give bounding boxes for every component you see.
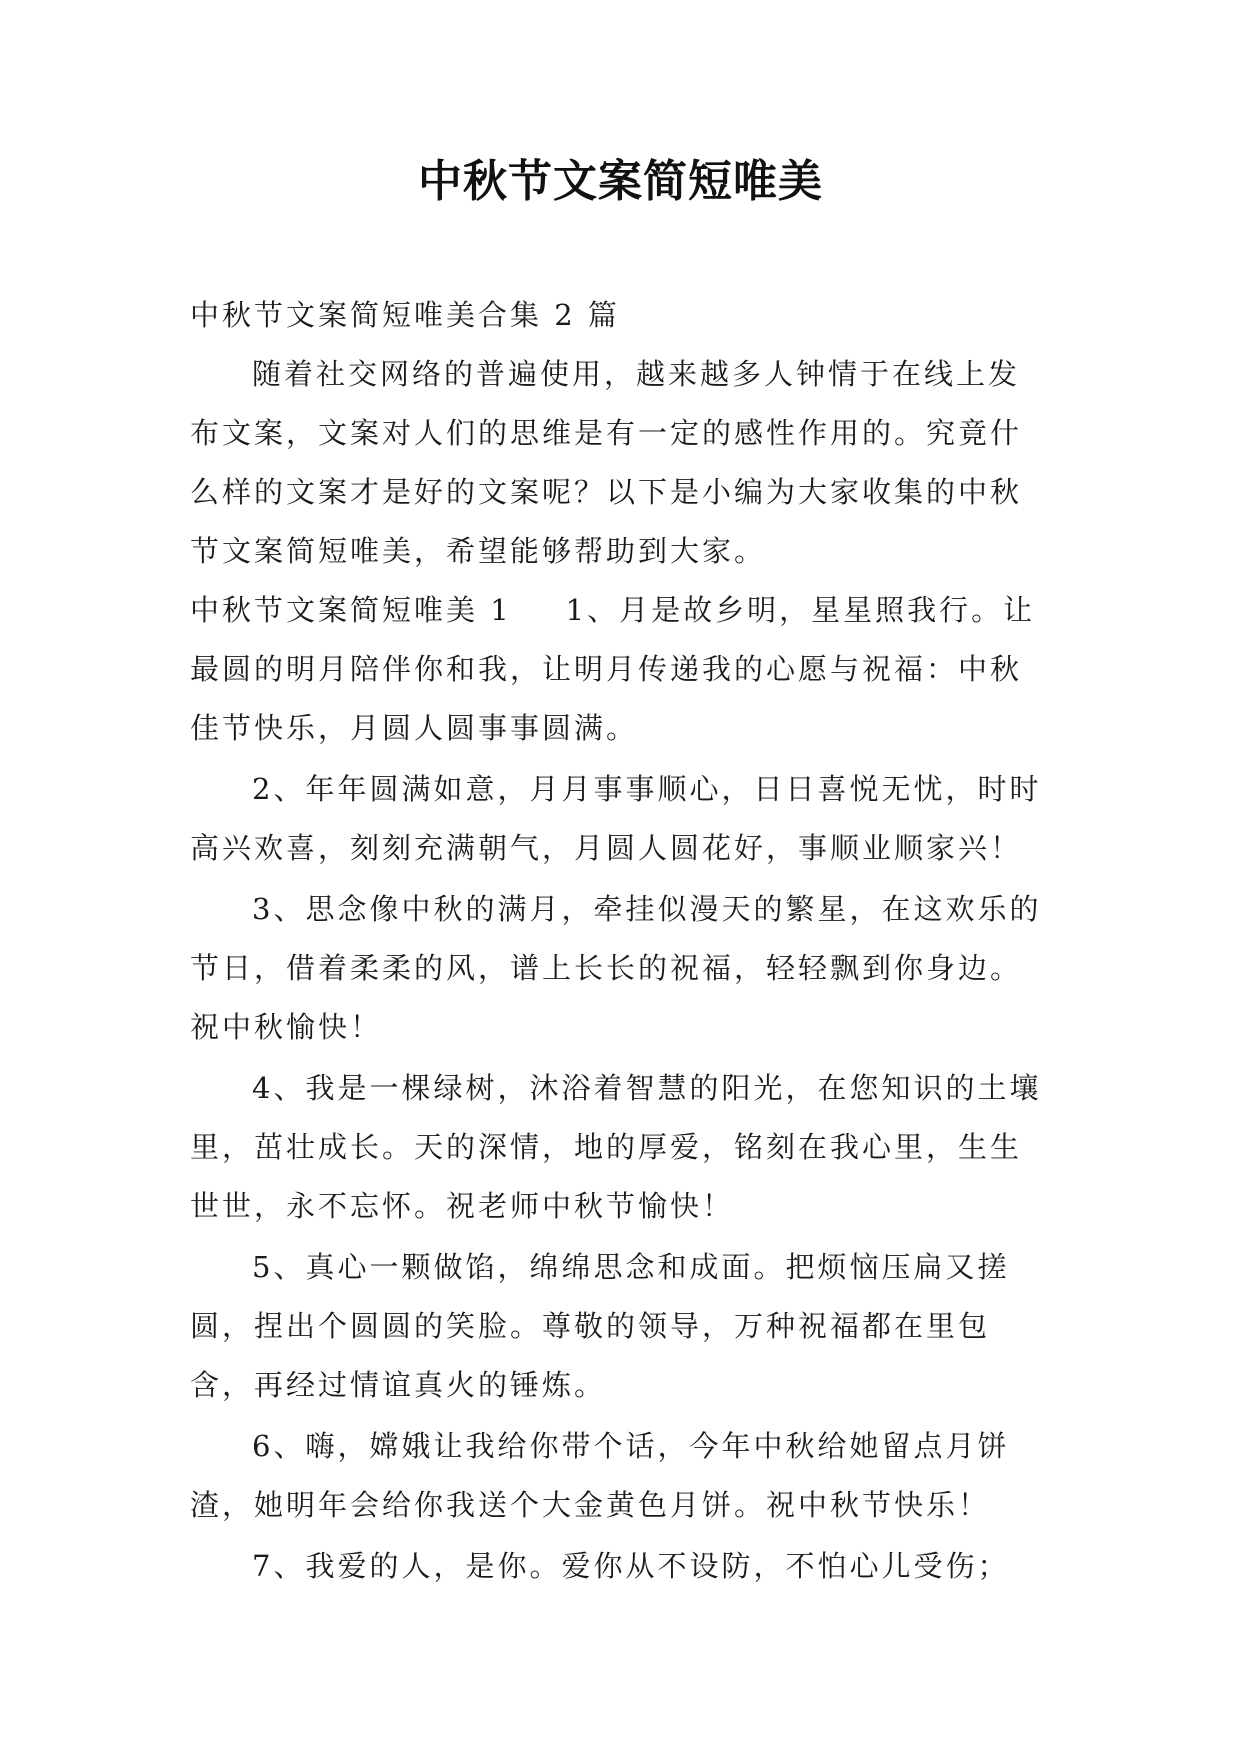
item-7: 7、我爱的人，是你。爱你从不设防，不怕心儿受伤； [252,1549,1010,1583]
item-6: 6、嗨，嫦娥让我给你带个话，今年中秋给她留点月饼渣，她明年会给你我送个大金黄色月饼。祝中秋节快乐！ [190,1429,1010,1522]
item-5: 5、真心一颗做馅，绵绵思念和成面。把烦恼压扁又搓圆，捏出个圆圆的笑脸。尊敬的领导，万种祝福都在里包含，再经过情谊真火的锤炼。 [190,1250,1010,1402]
item-1: 1、月是故乡明，星星照我行。让最圆的明月陪伴你和我，让明月传递我的心愿与祝福：中秋佳节快乐，月圆人圆事事圆满。 [190,593,1036,745]
document-subtitle: 中秋节文案简短唯美合集 2 篇 [190,298,620,332]
section-1-heading: 中秋节文案简短唯美 1 [190,593,512,627]
document-title: 中秋节文案简短唯美 [418,156,823,207]
item-3: 3、思念像中秋的满月，牵挂似漫天的繁星，在这欢乐的节日，借着柔柔的风，谱上长长的祝福，轻轻飘到你身边。祝中秋愉快！ [190,892,1042,1044]
document-body [190,286,1050,1596]
item-4: 4、我是一棵绿树，沐浴着智慧的阳光，在您知识的土壤里，茁壮成长。天的深情，地的厚爱，铭刻在我心里，生生世世，永不忘怀。祝老师中秋节愉快！ [190,1071,1042,1223]
item-2: 2、年年圆满如意，月月事事顺心，日日喜悦无忧，时时高兴欢喜，刻刻充满朝气，月圆人圆花好，事顺业顺家兴！ [190,772,1042,865]
intro-paragraph: 随着社交网络的普遍使用，越来越多人钟情于在线上发布文案，文案对人们的思维是有一定的感性作用的。究竟什么样的文案才是好的文案呢？以下是小编为大家收集的中秋节文案简短唯美，希望能够帮助到大家。 [190,357,1023,568]
section-1-paragraph [190,581,1050,758]
